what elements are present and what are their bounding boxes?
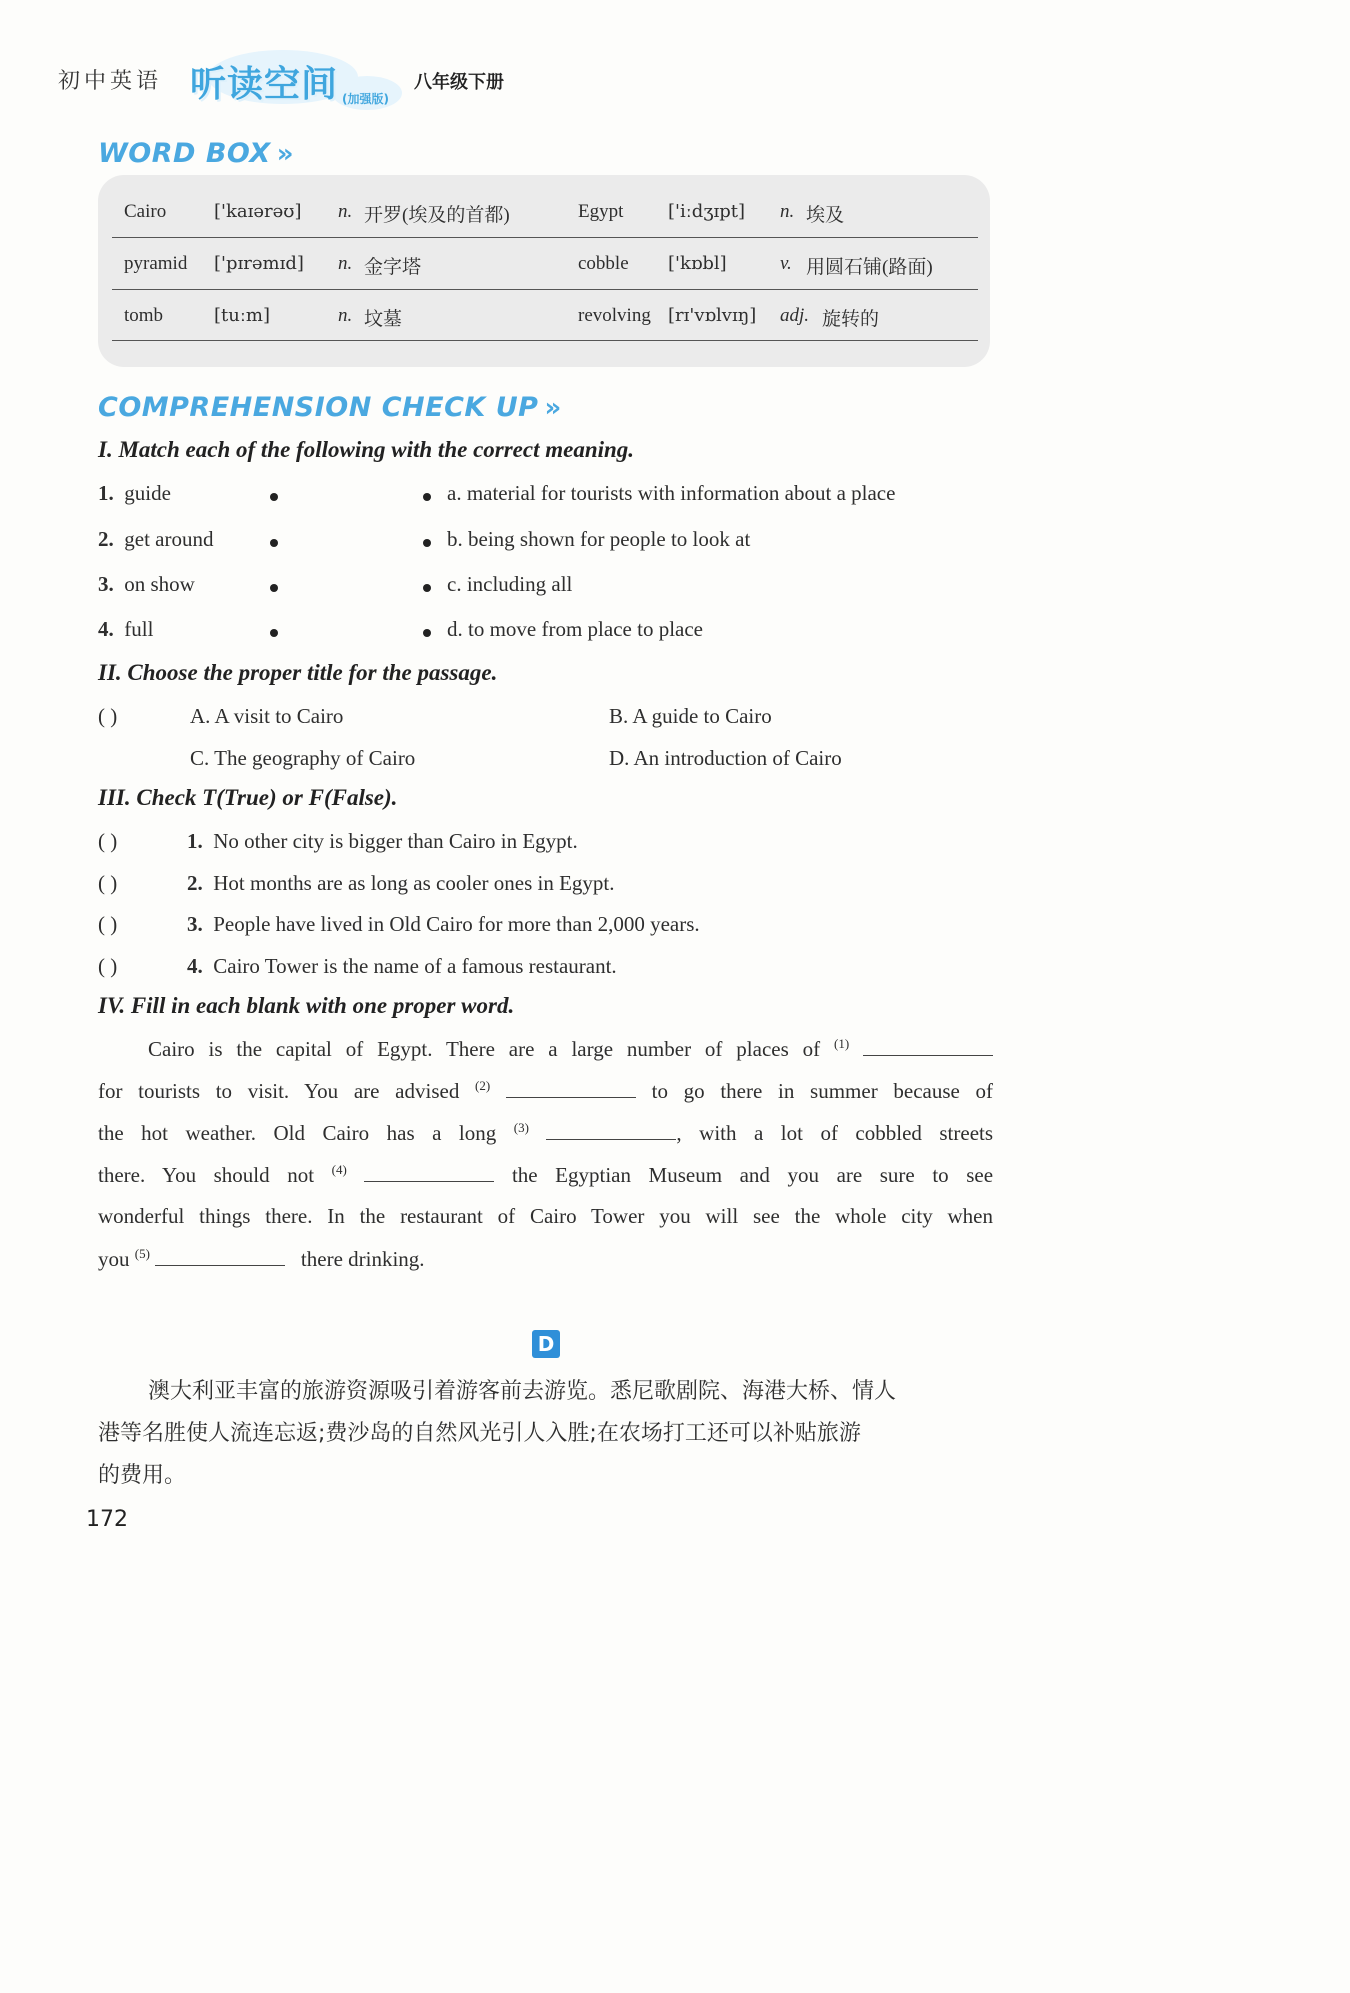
match-item: 3. on show	[98, 572, 195, 596]
match-dot-right[interactable]	[423, 584, 431, 592]
cloze-line: you $^{(5)}$ there drinking.	[98, 1246, 425, 1271]
match-dot-left[interactable]	[270, 629, 278, 637]
blank-3[interactable]	[546, 1121, 676, 1140]
match-dot-left[interactable]	[270, 493, 278, 501]
series-title: 初中英语	[58, 69, 163, 94]
answer-bracket[interactable]: ( )	[98, 912, 118, 936]
vocab-word: pyramid	[124, 253, 188, 274]
part4-title: IV. Fill in each blank with one proper word.	[98, 993, 515, 1018]
comprehension-title: COMPREHENSION CHECK UP	[98, 392, 539, 423]
section-d-badge: D	[532, 1330, 560, 1358]
word-box-heading	[98, 138, 294, 169]
match-dot-right[interactable]	[423, 493, 431, 501]
grade-label: 八年级下册	[414, 72, 504, 93]
vocab-meaning: 用圆石铺(路面)	[806, 257, 933, 278]
match-item: 2. get around	[98, 527, 214, 551]
comprehension-heading	[98, 392, 562, 423]
tf-statement: 1. No other city is bigger than Cairo in Egypt.	[187, 829, 578, 853]
double-chevron-icon: »	[276, 139, 295, 169]
option-d: D. An introduction of Cairo	[609, 746, 842, 770]
vocab-meaning: 坟墓	[364, 309, 403, 330]
vocab-pos: n.	[338, 201, 353, 222]
cloze-line: for tourists to visit. You are advised $^{(2)}$ to go there in summer because of	[98, 1078, 994, 1103]
answer-bracket[interactable]: ( )	[98, 829, 118, 853]
double-chevron-icon: »	[544, 393, 562, 423]
vocab-ipa: ['kɒbl]	[668, 253, 727, 274]
vocab-ipa: [rɪ'vɒlvɪŋ]	[668, 305, 757, 326]
tf-statement: 4. Cairo Tower is the name of a famous restaurant.	[187, 954, 617, 978]
answer-bracket[interactable]: ( )	[98, 954, 118, 978]
vocab-pos: n.	[338, 305, 353, 326]
match-dot-right[interactable]	[423, 539, 431, 547]
answer-bracket[interactable]: ( )	[98, 704, 118, 728]
vocab-word: revolving	[578, 305, 651, 326]
intro-line: 澳大利亚丰富的旅游资源吸引着游客前去游览。悉尼歌剧院、海港大桥、情人	[148, 1379, 897, 1404]
tf-statement: 3. People have lived in Old Cairo for more than 2,000 years.	[187, 912, 700, 936]
blank-2[interactable]	[506, 1079, 636, 1098]
match-dot-left[interactable]	[270, 539, 278, 547]
vocab-pos: n.	[780, 201, 795, 222]
match-dot-right[interactable]	[423, 629, 431, 637]
vocab-word: Cairo	[124, 201, 167, 222]
blank-5[interactable]	[155, 1247, 285, 1266]
word-box	[98, 175, 990, 367]
vocab-ipa: ['kaɪərəʊ]	[214, 201, 302, 222]
cloze-line: wonderful things there. In the restaurant of Cairo Tower you will see the whole city when	[98, 1204, 993, 1228]
part3-title: III. Check T(True) or F(False).	[98, 785, 398, 810]
vocab-meaning: 开罗(埃及的首都)	[364, 205, 510, 226]
option-a: A. A visit to Cairo	[190, 704, 344, 728]
vocab-pos: v.	[780, 253, 792, 274]
vocab-word: tomb	[124, 305, 164, 326]
vocab-ipa: ['pɪrəmɪd]	[214, 253, 304, 274]
match-item: 1. guide	[98, 481, 171, 505]
part2-title: II. Choose the proper title for the passage.	[98, 660, 498, 685]
vocab-meaning: 旋转的	[822, 309, 880, 330]
page-number: 172	[86, 1507, 128, 1532]
vocab-meaning: 埃及	[806, 205, 845, 226]
vocab-pos: adj.	[780, 305, 810, 326]
vocab-meaning: 金字塔	[364, 257, 422, 278]
cloze-line: Cairo is the capital of Egypt. There are a large number of places of $^{(1)}$	[148, 1036, 993, 1062]
blank-1[interactable]	[863, 1037, 993, 1056]
vocab-word: cobble	[578, 253, 629, 274]
match-meaning: b. being shown for people to look at	[447, 527, 751, 551]
option-b: B. A guide to Cairo	[609, 704, 772, 728]
vocab-word: Egypt	[578, 201, 624, 222]
row-divider	[112, 340, 978, 341]
blank-4[interactable]	[364, 1163, 494, 1182]
option-c: C. The geography of Cairo	[190, 746, 416, 770]
vocab-pos: n.	[338, 253, 353, 274]
match-item: 4. full	[98, 617, 154, 641]
part1-title: I. Match each of the following with the correct meaning.	[98, 437, 635, 462]
cloze-line: the hot weather. Old Cairo has a long $^{(3)}$ , with a lot of cobbled streets	[98, 1120, 994, 1145]
intro-line: 港等名胜使人流连忘返;费沙岛的自然风光引人入胜;在农场打工还可以补贴旅游	[98, 1421, 861, 1446]
cloze-line: there. You should not $^{(4)}$ the Egyptian Museum and you are sure to see	[98, 1162, 994, 1187]
word-box-title: WORD BOX	[98, 138, 271, 169]
row-divider	[112, 237, 978, 238]
edition-label: (加强版)	[342, 92, 389, 106]
match-meaning: d. to move from place to place	[447, 617, 703, 641]
tf-statement: 2. Hot months are as long as cooler ones in Egypt.	[187, 871, 615, 895]
row-divider	[112, 289, 978, 290]
intro-line: 的费用。	[98, 1463, 187, 1488]
match-meaning: a. material for tourists with information about a place	[447, 481, 896, 505]
match-dot-left[interactable]	[270, 584, 278, 592]
match-meaning: c. including all	[447, 572, 573, 596]
book-logo: 听读空间	[190, 64, 339, 105]
vocab-ipa: ['iːdʒɪpt]	[668, 201, 746, 222]
answer-bracket[interactable]: ( )	[98, 871, 118, 895]
vocab-ipa: [tuːm]	[214, 305, 271, 326]
